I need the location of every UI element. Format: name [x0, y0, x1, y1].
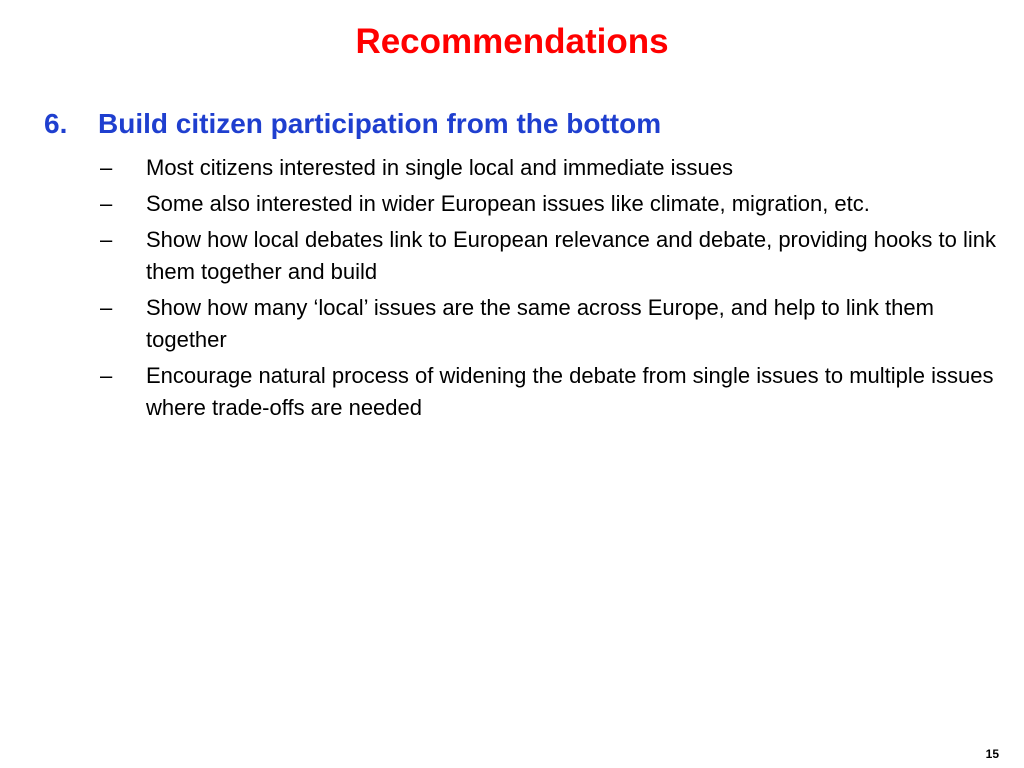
page-number: 15 — [985, 747, 999, 761]
bullet-text: Some also interested in wider European issues like climate, migration, etc. — [146, 191, 870, 216]
bullet-text: Most citizens interested in single local and immediate issues — [146, 155, 733, 180]
bullet-dash: – — [100, 295, 113, 320]
bullet-dash: – — [100, 155, 113, 180]
bullet-text: Show how local debates link to European relevance and debate, providing hooks to link them together and build — [146, 227, 996, 284]
bullet-item — [98, 188, 998, 220]
bullet-dash: – — [100, 191, 113, 216]
bullet-item — [98, 152, 998, 184]
bullet-text: Show how many ‘local’ issues are the same across Europe, and help to link them together — [146, 295, 934, 352]
point-heading — [44, 108, 661, 140]
point-number: 6. — [44, 108, 68, 139]
bullet-item — [98, 292, 998, 356]
bullet-text: Encourage natural process of widening the debate from single issues to multiple issues where trade-offs are needed — [146, 363, 994, 420]
slide-title: Recommendations — [355, 22, 669, 61]
bullet-item — [98, 360, 998, 424]
point-heading-text: Build citizen participation from the bottom — [98, 108, 662, 139]
bullet-dash: – — [100, 227, 113, 252]
bullet-dash: – — [100, 363, 113, 388]
bullet-list — [98, 152, 998, 428]
bullet-item — [98, 224, 998, 288]
